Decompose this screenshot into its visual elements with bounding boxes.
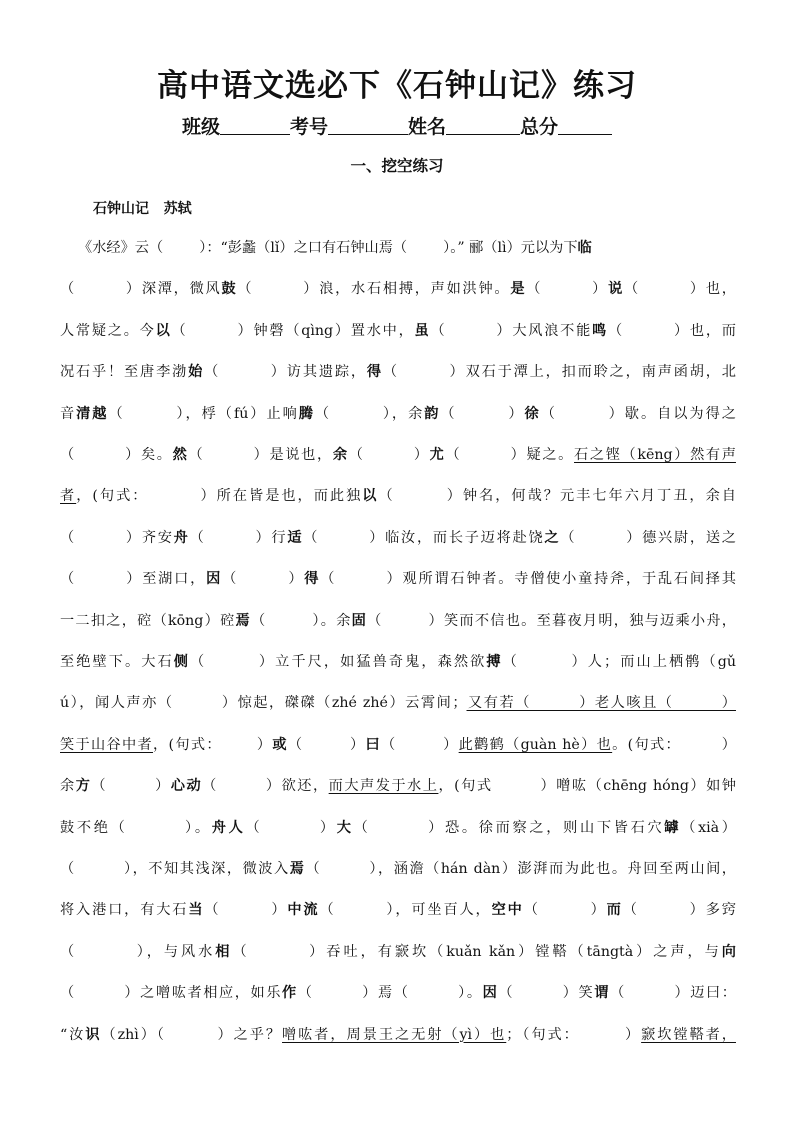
keyword: 搏 — [486, 654, 503, 670]
underlined-sentence: 石之铿（kēng）然有声 — [574, 447, 736, 463]
underlined-sentence: 者 — [60, 488, 77, 505]
keyword: 大 — [336, 819, 354, 836]
total-blank — [558, 116, 612, 135]
text-segment: （ ），余 — [314, 405, 425, 422]
text-segment: ，(句式 ）噌吰（chēng hóng）如钟 — [438, 778, 736, 795]
keyword: 作 — [282, 985, 298, 1002]
text-segment: （ ）临汝，而长子迈将赴饶 — [303, 529, 545, 546]
keyword: 临 — [577, 240, 592, 256]
keyword: 舟 — [173, 529, 190, 546]
exam-no-blank — [328, 116, 408, 135]
class-blank — [220, 116, 290, 135]
text-segment: ；（句式： ） — [506, 1026, 642, 1043]
text-segment: （ ）观所谓石钟者。寺僧使小童持斧，于乱石间择其 — [320, 571, 736, 588]
text-segment: （ ）齐安 — [60, 529, 174, 546]
text-segment: 。(句式： ） — [612, 736, 736, 753]
keyword: 方 — [75, 778, 92, 795]
text-segment: （ ）迈曰： — [610, 985, 736, 1002]
keyword: 罅 — [664, 819, 682, 836]
text-segment: （ ）笑而不信也。至暮夜月明，独与迈乘小舟， — [367, 612, 736, 629]
text-segment: （ ）是说也， — [188, 447, 333, 463]
text-segment: ，(句式： ）所在皆是也，而此独 — [76, 488, 363, 505]
underlined-sentence: 噌吰者，周景王之无射（yì）也 — [282, 1026, 507, 1043]
text-segment: （ ） — [222, 571, 305, 588]
keyword: 之 — [544, 529, 561, 546]
keyword: 或 — [272, 736, 288, 753]
text-segment: （ ）疑之。 — [445, 447, 575, 463]
keyword: 鸣 — [592, 322, 608, 339]
text-segment: （ ）恐。徐而察之，则山下皆石穴 — [353, 819, 665, 836]
text-segment: （zhì）（ ）之乎？ — [101, 1026, 283, 1043]
text-segment: （ ） — [523, 902, 607, 919]
keyword: 谓 — [594, 985, 611, 1002]
total-label: 总分 — [520, 116, 559, 138]
text-segment: （ ） — [287, 736, 366, 753]
keyword: 始 — [188, 364, 205, 381]
text-segment: （ ）焉（ ）。 — [297, 985, 483, 1002]
keyword: 相 — [215, 943, 233, 960]
keyword: 徐 — [524, 405, 541, 422]
keyword: 说 — [608, 281, 625, 298]
text-segment: 音 — [60, 405, 77, 422]
section-title: 一、挖空练习 — [350, 157, 444, 175]
text-segment: （ ） — [526, 281, 609, 298]
underlined-sentence: 此鹳鹤（guàn hè）也 — [458, 736, 613, 753]
text-segment: （ ）德兴尉，送之 — [560, 529, 736, 546]
keyword: 因 — [482, 985, 499, 1002]
text-segment: （ ）行 — [189, 529, 288, 546]
keyword: 固 — [351, 612, 368, 629]
text-segment: 将入港口，有大石 — [60, 902, 189, 919]
passage-subtitle: 石钟山记 苏轼 — [93, 201, 192, 217]
passage-line — [60, 1025, 736, 1045]
text-segment: （ ）立千尺，如猛兽奇鬼，森然欲 — [190, 654, 487, 670]
text-segment: （ ）深潭，微风 — [60, 281, 222, 298]
keyword: 而 — [606, 902, 623, 919]
keyword: 适 — [287, 529, 304, 546]
keyword: 是 — [510, 281, 527, 298]
passage-line — [60, 238, 736, 258]
passage-line — [60, 942, 736, 962]
text-segment: （ ）钟名，何哉？元丰七年六月丁丑，余自 — [378, 488, 736, 505]
passage-line — [60, 362, 736, 382]
keyword: 得 — [304, 571, 321, 588]
text-segment: （ ）矣。 — [60, 447, 173, 463]
text-segment: （ ）歇。自以为得之 — [540, 405, 736, 422]
keyword: 得 — [366, 364, 383, 381]
text-segment: 至绝壁下。大石 — [60, 654, 174, 670]
class-label: 班级 — [181, 116, 220, 138]
text-segment: 一二扣之，硿（kōng）硿 — [60, 612, 236, 629]
text-segment: （ ）人；而山上栖鹘（gǔ — [502, 654, 736, 670]
keyword: 侧 — [173, 654, 191, 670]
text-segment: （ ），与风水 — [60, 943, 216, 960]
student-info-line — [0, 112, 794, 139]
text-segment: 况石乎！至唐李渤 — [60, 364, 189, 381]
keyword: 焉 — [289, 861, 306, 877]
passage-line — [60, 321, 736, 341]
text-segment: （xià） — [681, 819, 736, 836]
passage-line — [60, 983, 736, 1003]
page-title: 高中语文选必下《石钟山记》练习 — [157, 68, 637, 104]
keyword: 尤 — [429, 447, 446, 463]
underlined-sentence: 又有若（ ）老人咳且（ ） — [466, 695, 736, 712]
exam-no-label: 考号 — [289, 116, 328, 138]
text-segment: （ ） — [381, 736, 459, 753]
passage-line — [60, 776, 736, 796]
passage-line — [60, 404, 736, 424]
text-segment: （ ） — [204, 902, 288, 919]
keyword: 舟人 — [211, 819, 246, 836]
passage-line — [60, 528, 736, 548]
keyword: 识 — [85, 1026, 102, 1043]
underlined-sentence: 而大声发于水上 — [328, 778, 439, 795]
keyword: 中流 — [287, 902, 320, 919]
text-segment: （ ）。余 — [250, 612, 352, 629]
text-segment: （ ）多窍 — [622, 902, 736, 919]
passage-line — [60, 445, 736, 465]
text-segment: “汝 — [60, 1026, 86, 1043]
text-segment: （ ） — [91, 778, 171, 795]
passage-line — [60, 279, 736, 299]
passage-line — [60, 859, 736, 879]
passage-line — [60, 652, 736, 672]
text-segment: （ ）也，而 — [607, 322, 736, 339]
text-segment: （ ）双石于潭上，扣而聆之，南声函胡，北 — [382, 364, 736, 381]
keyword: 虽 — [414, 322, 431, 339]
text-segment: （ ） — [440, 405, 525, 422]
keyword: 清越 — [76, 405, 109, 422]
keyword: 腾 — [298, 405, 315, 422]
passage-line — [60, 900, 736, 920]
text-segment: （ ）访其遗踪， — [204, 364, 367, 381]
passage-line — [60, 735, 736, 755]
keyword: 余 — [332, 447, 349, 463]
passage-line — [60, 569, 736, 589]
keyword: 曰 — [365, 736, 382, 753]
underlined-sentence: 笑于山谷中者 — [60, 736, 154, 753]
text-segment: （ ），可坐百人， — [319, 902, 492, 919]
text-segment: （ ）欲还， — [202, 778, 329, 795]
keyword: 韵 — [424, 405, 441, 422]
passage-line — [60, 486, 736, 506]
keyword: 然 — [172, 447, 189, 463]
text-segment: （ ），涵澹（hán dàn）澎湃而为此也。舟回至两山间， — [305, 861, 736, 877]
text-segment: （ ）吞吐，有窾坎（kuǎn kǎn）镗鞳（tāngtà）之声，与 — [232, 943, 722, 960]
text-segment: （ ），桴（fú）止响 — [108, 405, 299, 422]
keyword: 以 — [362, 488, 379, 505]
keyword: 当 — [188, 902, 205, 919]
text-segment: （ ）也， — [624, 281, 736, 298]
text-segment: （ ）至湖口， — [60, 571, 207, 588]
underlined-sentence: 窾坎镗鞳者， — [641, 1026, 736, 1043]
text-segment: （ ）之噌吰者相应，如乐 — [60, 985, 283, 1002]
passage-line — [60, 818, 736, 838]
keyword: 空中 — [491, 902, 524, 919]
text-segment: 《水经》云（ ）：“彭蠡（lǐ）之口有石钟山焉（ ）。” 郦（lì）元以为下 — [60, 240, 578, 256]
text-segment: 人常疑之。今 — [60, 322, 156, 339]
name-label: 姓名 — [408, 116, 447, 138]
passage-line — [60, 611, 736, 631]
text-segment: 鼓不绝（ ）。 — [60, 819, 212, 836]
keyword: 焉 — [235, 612, 251, 629]
text-segment: 余 — [60, 778, 76, 795]
text-segment: （ ），不知其浅深，微波入 — [60, 861, 290, 877]
text-segment: （ ）钟磬（qìng）置水中， — [171, 322, 415, 339]
text-segment: ，(句式： ） — [153, 736, 273, 753]
text-segment: （ ） — [348, 447, 430, 463]
keyword: 以 — [155, 322, 172, 339]
text-segment: （ ） — [245, 819, 337, 836]
keyword: 鼓 — [221, 281, 238, 298]
text-segment: （ ）浪，水石相搏，声如洪钟。 — [237, 281, 511, 298]
keyword: 因 — [206, 571, 223, 588]
name-blank — [446, 116, 520, 135]
passage-line — [60, 693, 736, 713]
text-segment: （ ）笑 — [498, 985, 595, 1002]
keyword: 向 — [721, 943, 736, 960]
text-segment: （ ）大风浪不能 — [430, 322, 593, 339]
text-segment: ú），闻人声亦（ ）惊起，磔磔（zhé zhé）云霄间； — [60, 695, 467, 712]
keyword: 心动 — [170, 778, 203, 795]
